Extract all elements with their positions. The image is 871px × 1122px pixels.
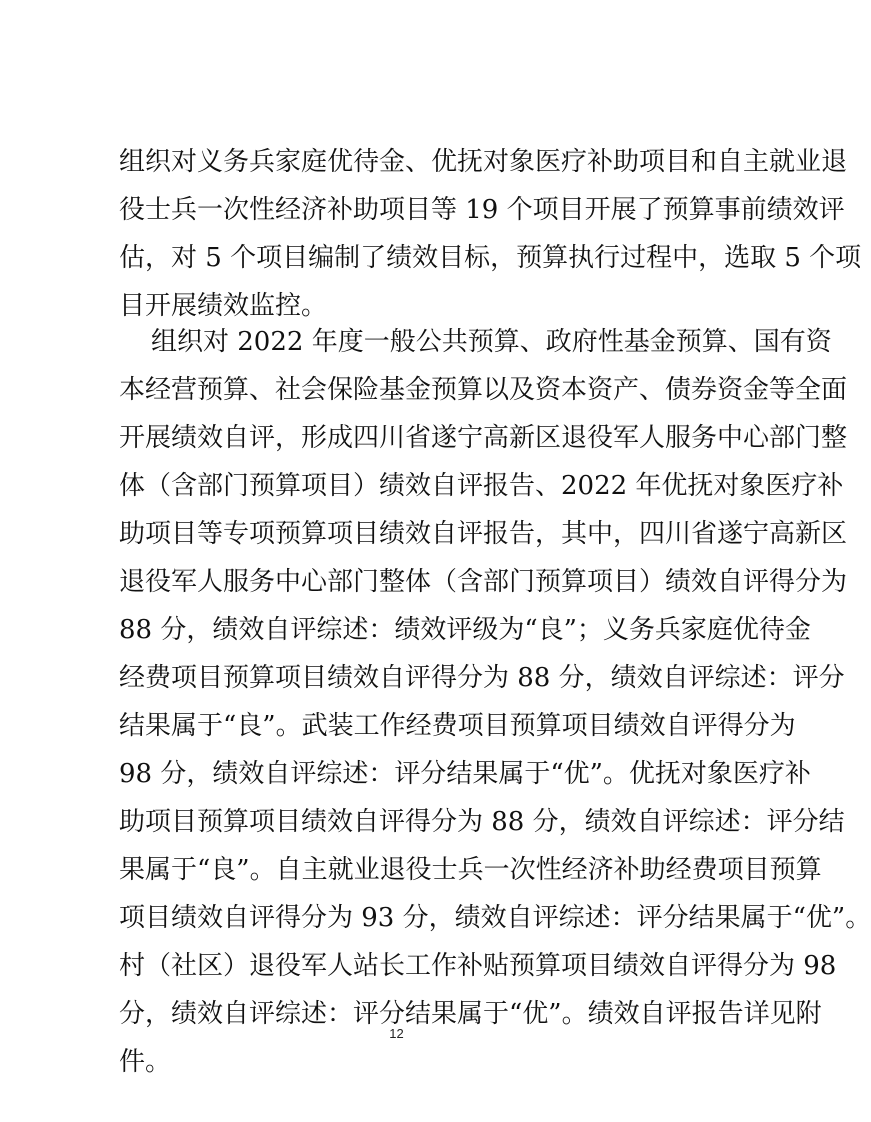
paragraph-2-line-8: 经费项目预算项目绩效自评得分为 88 分，绩效自评综述：评分 [119,663,845,693]
paragraph-2-line-14: 村（社区）退役军人站长工作补贴预算项目绩效自评得分为 98 [119,951,837,981]
paragraph-2-line-13: 项目绩效自评得分为 93 分，绩效自评综述：评分结果属于“优”。 [119,903,871,933]
paragraph-2-line-3: 开展绩效自评，形成四川省遂宁高新区退役军人服务中心部门整 [119,423,848,453]
paragraph-2-line-11: 助项目预算项目绩效自评得分为 88 分，绩效自评综述：评分结 [119,807,845,837]
paragraph-2-line-7: 88 分，绩效自评综述：绩效评级为“良”；义务兵家庭优待金 [119,615,811,645]
page-number: 12 [389,1026,404,1041]
paragraph-1-line-1: 组织对义务兵家庭优待金、优抚对象医疗补助项目和自主就业退 [119,147,848,177]
paragraph-2-line-9: 结果属于“良”。武装工作经费项目预算项目绩效自评得分为 [119,711,796,741]
paragraph-2-line-16: 件。 [119,1047,172,1077]
paragraph-2-line-10: 98 分，绩效自评综述：评分结果属于“优”。优抚对象医疗补 [119,759,811,789]
paragraph-1-line-3: 估，对 5 个项目编制了绩效目标，预算执行过程中，选取 5 个项 [119,243,862,273]
paragraph-2-line-15: 分，绩效自评综述：评分结果属于“优”。绩效自评报告详见附 [119,999,822,1029]
paragraph-2-line-1: 组织对 2022 年度一般公共预算、政府性基金预算、国有资 [151,327,832,357]
paragraph-2-line-6: 退役军人服务中心部门整体（含部门预算项目）绩效自评得分为 [119,567,848,597]
paragraph-2-line-12: 果属于“良”。自主就业退役士兵一次性经济补助经费项目预算 [119,855,822,885]
paragraph-1-line-2: 役士兵一次性经济补助项目等 19 个项目开展了预算事前绩效评 [119,195,845,225]
paragraph-1-line-4: 目开展绩效监控。 [119,291,328,321]
paragraph-2-line-4: 体（含部门预算项目）绩效自评报告、2022 年优抚对象医疗补 [119,471,844,501]
paragraph-2-line-2: 本经营预算、社会保险基金预算以及资本资产、债券资金等全面 [119,375,848,405]
paragraph-2-line-5: 助项目等专项预算项目绩效自评报告，其中，四川省遂宁高新区 [119,519,848,549]
